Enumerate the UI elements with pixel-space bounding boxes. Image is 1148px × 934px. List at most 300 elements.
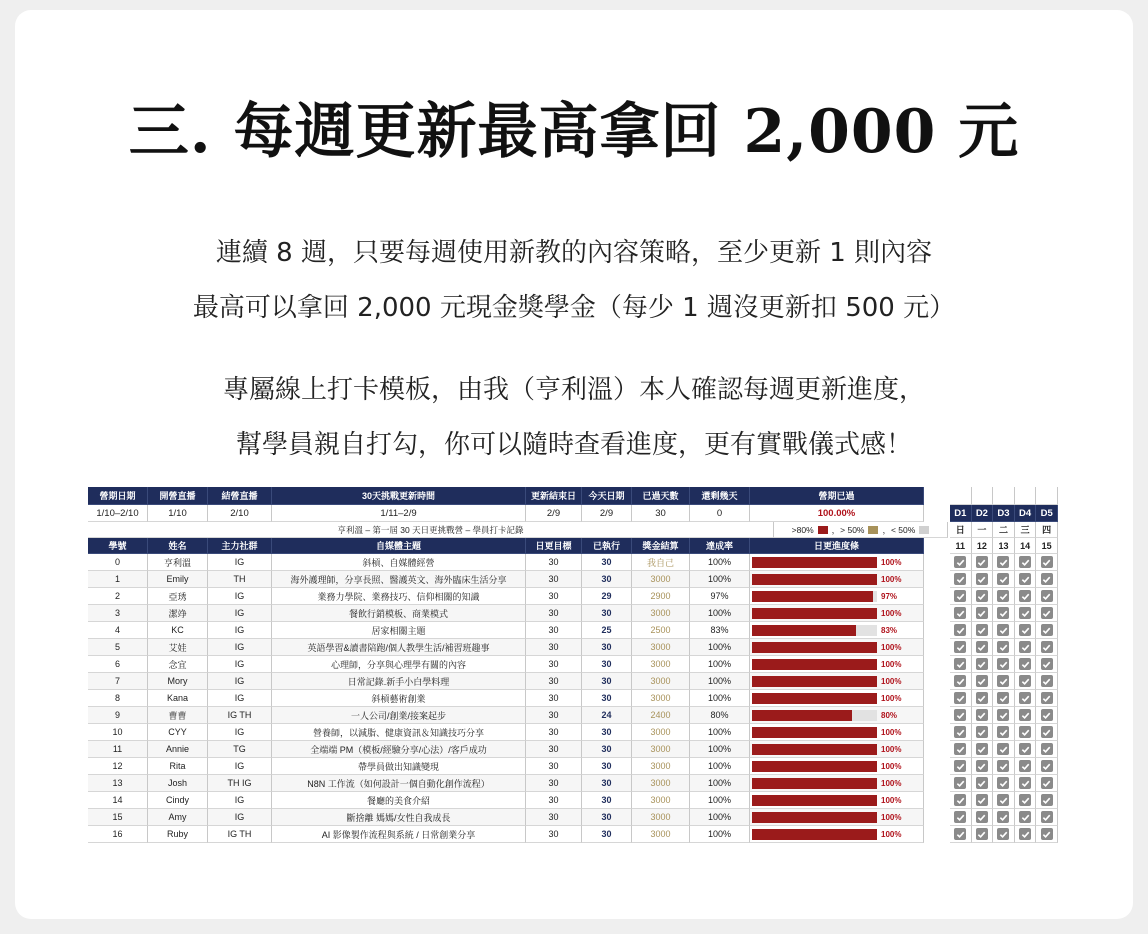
row-rate: 100% [690, 571, 750, 588]
checkbox-checked-icon[interactable] [997, 777, 1009, 789]
row-target: 30 [526, 741, 582, 758]
progress-bar-fill [752, 693, 877, 704]
checkbox-checked-icon[interactable] [1041, 607, 1053, 619]
table-row [88, 588, 948, 605]
row-target: 30 [526, 639, 582, 656]
checkbox-checked-icon[interactable] [954, 556, 966, 568]
column-header: 日更進度條 [750, 538, 924, 554]
camp-info-header: 30天挑戰更新時間 [272, 487, 526, 505]
checkbox-cell [1036, 724, 1058, 741]
checkbox-cell [1036, 639, 1058, 656]
progress-bar [752, 659, 877, 670]
checkbox-checked-icon[interactable] [1019, 573, 1031, 585]
progress-percent: 100% [881, 744, 902, 754]
checkbox-checked-icon[interactable] [954, 726, 966, 738]
checkbox-row [950, 656, 1058, 673]
checkbox-rows [950, 554, 1058, 843]
checkbox-cell [1036, 571, 1058, 588]
checkbox-checked-icon[interactable] [976, 743, 988, 755]
weekday-label: 四 [1036, 522, 1058, 538]
checkbox-cell [1036, 826, 1058, 843]
progress-bar-cell [750, 707, 924, 724]
checkbox-cell [1036, 707, 1058, 724]
checkbox-checked-icon[interactable] [1019, 794, 1031, 806]
checkbox-checked-icon[interactable] [954, 760, 966, 772]
checkbox-row [950, 724, 1058, 741]
checkbox-checked-icon[interactable] [1019, 709, 1031, 721]
progress-percent: 100% [881, 574, 902, 584]
row-done: 30 [582, 639, 632, 656]
camp-info-value: 2/9 [526, 505, 582, 522]
checkbox-checked-icon[interactable] [976, 675, 988, 687]
table-row [88, 826, 948, 843]
progress-bar [752, 642, 877, 653]
row-done: 30 [582, 656, 632, 673]
checkbox-checked-icon[interactable] [954, 675, 966, 687]
checkbox-cell [972, 588, 994, 605]
progress-bar [752, 591, 877, 602]
table-row [88, 775, 948, 792]
checkbox-row [950, 758, 1058, 775]
description-line-2: 幫學員親自打勾，你可以隨時查看進度，更有實戰儀式感！ [235, 430, 912, 460]
row-name: 亞琇 [148, 588, 208, 605]
row-rate: 80% [690, 707, 750, 724]
checkbox-checked-icon[interactable] [997, 828, 1009, 840]
checkbox-cell [1036, 605, 1058, 622]
checkbox-cell [993, 622, 1015, 639]
row-id: 15 [88, 809, 148, 826]
checkbox-checked-icon[interactable] [997, 607, 1009, 619]
progress-bar-cell [750, 554, 924, 571]
progress-bar [752, 727, 877, 738]
checkbox-cell [1015, 571, 1037, 588]
row-platform: TG [208, 741, 272, 758]
checkbox-cell [993, 588, 1015, 605]
checkbox-cell [993, 605, 1015, 622]
checkbox-cell [1015, 673, 1037, 690]
progress-bar-cell [750, 673, 924, 690]
row-platform: IG TH [208, 826, 272, 843]
progress-percent: 100% [881, 642, 902, 652]
progress-bar-cell [750, 741, 924, 758]
row-target: 30 [526, 775, 582, 792]
checkbox-cell [1015, 656, 1037, 673]
row-topic: 餐廳的美食介紹 [272, 792, 526, 809]
table-row [88, 605, 948, 622]
day-number: 14 [1015, 538, 1037, 554]
checkbox-cell [950, 554, 972, 571]
checkbox-cell [993, 775, 1015, 792]
day-header: D3 [993, 505, 1015, 522]
checkbox-checked-icon[interactable] [954, 573, 966, 585]
checkbox-checked-icon[interactable] [1041, 624, 1053, 636]
table-row [88, 809, 948, 826]
row-done: 30 [582, 690, 632, 707]
row-platform: IG [208, 673, 272, 690]
progress-bar [752, 710, 877, 721]
row-id: 3 [88, 605, 148, 622]
checkbox-checked-icon[interactable] [997, 658, 1009, 670]
checkbox-cell [1015, 605, 1037, 622]
row-rate: 100% [690, 758, 750, 775]
row-platform: TH [208, 571, 272, 588]
checkbox-checked-icon[interactable] [976, 692, 988, 704]
progress-bar-cell [750, 690, 924, 707]
checkbox-cell [1036, 588, 1058, 605]
progress-bar-fill [752, 778, 877, 789]
row-prize: 3000 [632, 775, 690, 792]
row-rate: 100% [690, 690, 750, 707]
progress-bar [752, 676, 877, 687]
checkbox-checked-icon[interactable] [976, 658, 988, 670]
checkbox-checked-icon[interactable] [1019, 777, 1031, 789]
checkbox-checked-icon[interactable] [976, 726, 988, 738]
checkbox-cell [972, 622, 994, 639]
checkbox-checked-icon[interactable] [1041, 726, 1053, 738]
row-target: 30 [526, 554, 582, 571]
row-target: 30 [526, 826, 582, 843]
checkbox-row [950, 792, 1058, 809]
checkbox-checked-icon[interactable] [1041, 590, 1053, 602]
row-done: 30 [582, 571, 632, 588]
checkbox-checked-icon[interactable] [1041, 828, 1053, 840]
checkbox-checked-icon[interactable] [954, 794, 966, 806]
camp-info-value: 0 [690, 505, 750, 522]
checkbox-cell [972, 775, 994, 792]
checkbox-cell [1015, 826, 1037, 843]
row-done: 30 [582, 792, 632, 809]
column-header: 姓名 [148, 538, 208, 554]
row-done: 29 [582, 588, 632, 605]
checkbox-checked-icon[interactable] [1041, 675, 1053, 687]
checkbox-row [950, 622, 1058, 639]
row-rate: 97% [690, 588, 750, 605]
row-topic: 居家相關主題 [272, 622, 526, 639]
column-header: 已執行 [582, 538, 632, 554]
row-rate: 100% [690, 826, 750, 843]
checkbox-checked-icon[interactable] [997, 573, 1009, 585]
row-topic: 營養師，以減脂、健康資訊＆知識技巧分享 [272, 724, 526, 741]
checkbox-checked-icon[interactable] [976, 641, 988, 653]
row-done: 30 [582, 758, 632, 775]
progress-bar-cell [750, 809, 924, 826]
checkbox-checked-icon[interactable] [976, 624, 988, 636]
checkbox-checked-icon[interactable] [954, 607, 966, 619]
row-name: Kana [148, 690, 208, 707]
checkbox-cell [1015, 588, 1037, 605]
progress-bar-fill [752, 744, 877, 755]
weekday-label: 二 [993, 522, 1015, 538]
checkbox-checked-icon[interactable] [1019, 675, 1031, 687]
row-platform: IG [208, 622, 272, 639]
checkbox-cell [1036, 554, 1058, 571]
checkbox-checked-icon[interactable] [997, 726, 1009, 738]
row-id: 16 [88, 826, 148, 843]
row-platform: IG [208, 588, 272, 605]
checkbox-cell [950, 588, 972, 605]
row-platform: IG TH [208, 707, 272, 724]
checkbox-cell [993, 690, 1015, 707]
progress-bar-fill [752, 676, 877, 687]
checkbox-row [950, 588, 1058, 605]
row-done: 24 [582, 707, 632, 724]
column-header: 學號 [88, 538, 148, 554]
progress-bar-cell [750, 622, 924, 639]
row-rate: 100% [690, 741, 750, 758]
camp-info-value: 1/10–2/10 [88, 505, 148, 522]
progress-percent: 100% [881, 557, 902, 567]
checkbox-cell [1015, 622, 1037, 639]
progress-bar-fill [752, 795, 877, 806]
checkbox-checked-icon[interactable] [954, 743, 966, 755]
progress-percent: 100% [881, 727, 902, 737]
checkbox-checked-icon[interactable] [997, 590, 1009, 602]
row-id: 0 [88, 554, 148, 571]
checkbox-cell [950, 656, 972, 673]
checkbox-checked-icon[interactable] [1019, 624, 1031, 636]
progress-bar-fill [752, 829, 877, 840]
checkbox-checked-icon[interactable] [1019, 726, 1031, 738]
checkbox-checked-icon[interactable] [1019, 692, 1031, 704]
checkbox-cell [993, 826, 1015, 843]
checkbox-cell [1015, 690, 1037, 707]
progress-bar [752, 761, 877, 772]
checkbox-checked-icon[interactable] [1041, 556, 1053, 568]
progress-bar [752, 625, 877, 636]
checkbox-checked-icon[interactable] [954, 658, 966, 670]
progress-percent: 100% [881, 761, 902, 771]
camp-info-header: 營期已過 [750, 487, 924, 505]
row-name: Ruby [148, 826, 208, 843]
camp-info-header: 今天日期 [582, 487, 632, 505]
row-target: 30 [526, 588, 582, 605]
progress-bar-cell [750, 605, 924, 622]
progress-bar [752, 778, 877, 789]
checkbox-cell [993, 656, 1015, 673]
checkbox-checked-icon[interactable] [954, 624, 966, 636]
checkbox-checked-icon[interactable] [1041, 709, 1053, 721]
checkbox-cell [950, 758, 972, 775]
checkbox-cell [972, 707, 994, 724]
checkbox-row [950, 826, 1058, 843]
checkbox-cell [1015, 707, 1037, 724]
checkbox-checked-icon[interactable] [997, 743, 1009, 755]
row-prize: 3000 [632, 809, 690, 826]
checkbox-checked-icon[interactable] [1041, 641, 1053, 653]
row-name: Josh [148, 775, 208, 792]
row-platform: IG [208, 554, 272, 571]
checkbox-checked-icon[interactable] [1019, 760, 1031, 772]
checkbox-cell [950, 622, 972, 639]
checkbox-cell [950, 707, 972, 724]
checkbox-row [950, 775, 1058, 792]
checkbox-checked-icon[interactable] [997, 641, 1009, 653]
progress-percent: 100% [881, 778, 902, 788]
progress-bar-fill [752, 625, 856, 636]
row-name: Cindy [148, 792, 208, 809]
progress-percent: 83% [881, 625, 898, 635]
checkbox-checked-icon[interactable] [976, 573, 988, 585]
row-id: 13 [88, 775, 148, 792]
checkbox-checked-icon[interactable] [976, 828, 988, 840]
checkbox-checked-icon[interactable] [1041, 743, 1053, 755]
checkbox-checked-icon[interactable] [976, 777, 988, 789]
row-id: 12 [88, 758, 148, 775]
row-prize: 3000 [632, 792, 690, 809]
checkbox-checked-icon[interactable] [1019, 811, 1031, 823]
progress-bar-cell [750, 758, 924, 775]
progress-bar [752, 574, 877, 585]
progress-percent: 100% [881, 693, 902, 703]
checkbox-cell [993, 741, 1015, 758]
row-id: 14 [88, 792, 148, 809]
sheet-main-table [88, 487, 948, 843]
progress-bar-fill [752, 574, 877, 585]
checkbox-checked-icon[interactable] [954, 828, 966, 840]
row-done: 30 [582, 741, 632, 758]
checkbox-checked-icon[interactable] [997, 675, 1009, 687]
row-prize: 3000 [632, 741, 690, 758]
checkbox-checked-icon[interactable] [976, 556, 988, 568]
checkbox-checked-icon[interactable] [976, 760, 988, 772]
row-done: 30 [582, 673, 632, 690]
row-prize: 3000 [632, 724, 690, 741]
row-topic: 帶學員做出知識變現 [272, 758, 526, 775]
checkbox-checked-icon[interactable] [997, 760, 1009, 772]
row-topic: 餐飲行銷模板、商業模式 [272, 605, 526, 622]
checkbox-checked-icon[interactable] [1019, 658, 1031, 670]
checkbox-cell [972, 758, 994, 775]
checkbox-checked-icon[interactable] [1041, 760, 1053, 772]
checkbox-checked-icon[interactable] [997, 709, 1009, 721]
row-done: 30 [582, 809, 632, 826]
row-id: 5 [88, 639, 148, 656]
checkbox-cell [950, 826, 972, 843]
checkbox-checked-icon[interactable] [1019, 641, 1031, 653]
checkbox-checked-icon[interactable] [976, 607, 988, 619]
weekday-label: 一 [972, 522, 994, 538]
checkbox-checked-icon[interactable] [954, 777, 966, 789]
checkbox-cell [950, 639, 972, 656]
row-id: 8 [88, 690, 148, 707]
day-header: D5 [1036, 505, 1058, 522]
checkbox-checked-icon[interactable] [1019, 607, 1031, 619]
row-name: CYY [148, 724, 208, 741]
progress-percent: 100% [881, 676, 902, 686]
camp-info-header: 還剩幾天 [690, 487, 750, 505]
checkbox-checked-icon[interactable] [976, 590, 988, 602]
row-id: 7 [88, 673, 148, 690]
row-target: 30 [526, 724, 582, 741]
progress-percent: 80% [881, 710, 898, 720]
checkbox-checked-icon[interactable] [954, 590, 966, 602]
row-name: 念宜 [148, 656, 208, 673]
row-name: Annie [148, 741, 208, 758]
checkbox-checked-icon[interactable] [1041, 573, 1053, 585]
checkbox-checked-icon[interactable] [1041, 658, 1053, 670]
progress-bar [752, 812, 877, 823]
camp-info-header: 已過天數 [632, 487, 690, 505]
checkbox-checked-icon[interactable] [976, 811, 988, 823]
camp-info-value: 2/10 [208, 505, 272, 522]
progress-bar-fill [752, 812, 877, 823]
checkbox-cell [972, 554, 994, 571]
progress-bar [752, 557, 877, 568]
row-platform: IG [208, 724, 272, 741]
checkbox-checked-icon[interactable] [1019, 590, 1031, 602]
checkbox-checked-icon[interactable] [1041, 692, 1053, 704]
table-row [88, 639, 948, 656]
checkbox-checked-icon[interactable] [954, 692, 966, 704]
checkbox-checked-icon[interactable] [997, 794, 1009, 806]
progress-bar-cell [750, 792, 924, 809]
checkbox-checked-icon[interactable] [1041, 811, 1053, 823]
row-platform: TH IG [208, 775, 272, 792]
checkbox-checked-icon[interactable] [976, 709, 988, 721]
row-rate: 100% [690, 605, 750, 622]
checkbox-row [950, 741, 1058, 758]
checkbox-cell [1036, 741, 1058, 758]
camp-info-value: 100.00% [750, 505, 924, 522]
checkbox-cell [993, 724, 1015, 741]
row-topic: 斜槓、自媒體經營 [272, 554, 526, 571]
row-done: 25 [582, 622, 632, 639]
progress-bar [752, 608, 877, 619]
checkbox-checked-icon[interactable] [997, 692, 1009, 704]
checkbox-checked-icon[interactable] [976, 794, 988, 806]
row-id: 4 [88, 622, 148, 639]
day-header: D2 [972, 505, 994, 522]
camp-info-value: 1/11–2/9 [272, 505, 526, 522]
progress-bar-cell [750, 571, 924, 588]
progress-bar-cell [750, 639, 924, 656]
checkbox-cell [1036, 775, 1058, 792]
checkbox-checked-icon[interactable] [954, 811, 966, 823]
row-prize: 2400 [632, 707, 690, 724]
day-number: 13 [993, 538, 1015, 554]
table-row [88, 690, 948, 707]
checkbox-checked-icon[interactable] [1019, 556, 1031, 568]
row-name: 艾娃 [148, 639, 208, 656]
checkbox-checked-icon[interactable] [954, 641, 966, 653]
checkbox-cell [972, 571, 994, 588]
row-rate: 100% [690, 639, 750, 656]
checkbox-checked-icon[interactable] [1019, 828, 1031, 840]
progress-bar-fill [752, 557, 877, 568]
checkbox-checked-icon[interactable] [1041, 794, 1053, 806]
checkbox-checked-icon[interactable] [1041, 777, 1053, 789]
row-rate: 83% [690, 622, 750, 639]
checkbox-checked-icon[interactable] [1019, 743, 1031, 755]
progress-bar-cell [750, 656, 924, 673]
checkbox-row [950, 605, 1058, 622]
checkbox-cell [1015, 639, 1037, 656]
camp-info-value: 1/10 [148, 505, 208, 522]
row-rate: 100% [690, 792, 750, 809]
table-row [88, 673, 948, 690]
row-topic: 海外護理師，分享長照、醫護英文、海外臨床生活分享 [272, 571, 526, 588]
checkbox-checked-icon[interactable] [997, 556, 1009, 568]
row-done: 30 [582, 554, 632, 571]
row-name: 亨利溫 [148, 554, 208, 571]
row-id: 6 [88, 656, 148, 673]
day-number: 12 [972, 538, 994, 554]
checkbox-checked-icon[interactable] [954, 709, 966, 721]
table-row [88, 622, 948, 639]
checkbox-checked-icon[interactable] [997, 811, 1009, 823]
sheet-subtitle: 亨利溫 – 第一屆 30 天日更挑戰營 – 學員打卡記錄 [88, 522, 774, 538]
checkbox-checked-icon[interactable] [997, 624, 1009, 636]
